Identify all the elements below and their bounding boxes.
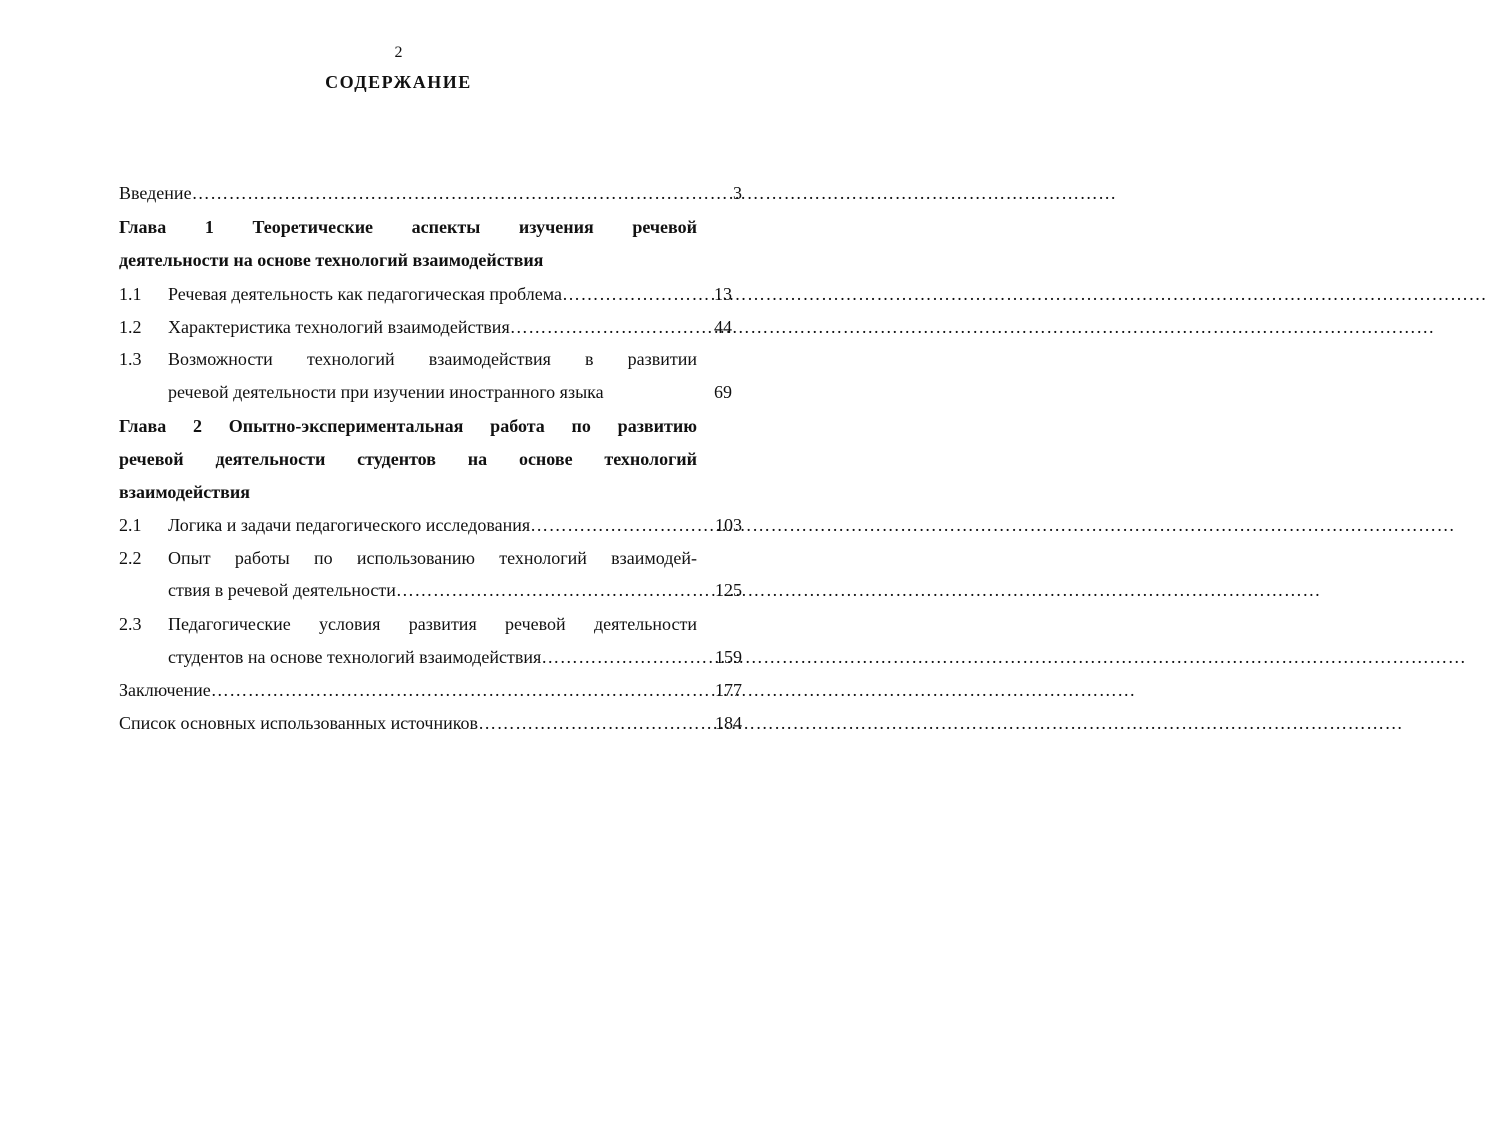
toc-entry-1-3-line2[interactable]: речевой деятельности при изучении иностранного языка xyxy=(168,382,604,402)
toc-entry-2-2-line1[interactable]: Опыт работы по использованию технологий взаимодей- xyxy=(168,548,697,568)
section-number: 2.3 xyxy=(119,614,142,634)
page-title: СОДЕРЖАНИЕ xyxy=(325,72,472,92)
section-number: 1.3 xyxy=(119,349,142,369)
chapter-2-title-line3[interactable]: взаимодействия xyxy=(119,482,250,502)
chapter-1-title-line2[interactable]: деятельности на основе технологий взаимодействия xyxy=(119,250,544,270)
section-number: 1.2 xyxy=(119,317,142,337)
chapter-2-title-line1[interactable]: Глава 2 Опытно-экспериментальная работа по развитию xyxy=(119,416,697,436)
toc-page-number: 13 xyxy=(714,284,732,304)
toc-entry-text: Заключение xyxy=(119,680,211,700)
toc-page-number: 159 xyxy=(715,647,742,667)
toc-entry-text: Введение xyxy=(119,183,192,203)
toc-page-number: 184 xyxy=(715,713,742,733)
dot-leader xyxy=(478,712,1403,734)
toc-page-number: 69 xyxy=(714,382,732,402)
toc-page-number: 3 xyxy=(733,183,742,203)
toc-page-number: 44 xyxy=(714,317,732,337)
dot-leader xyxy=(192,182,1117,204)
dot-leader xyxy=(211,679,1136,701)
toc-entry-2-1[interactable] xyxy=(168,514,697,536)
toc-entry-intro[interactable] xyxy=(119,182,697,204)
chapter-1-title-line1[interactable]: Глава 1 Теоретические аспекты изучения речевой xyxy=(119,217,697,237)
toc-entry-text: Список основных использованных источников xyxy=(119,713,479,733)
toc-entry-text: Речевая деятельность как педагогическая проблема xyxy=(168,284,562,304)
section-number: 2.2 xyxy=(119,548,142,568)
toc-entry-1-3-line1[interactable]: Возможности технологий взаимодействия в развитии xyxy=(168,349,697,369)
toc-entry-text: Характеристика технологий взаимодействия xyxy=(168,317,510,337)
toc-entry-1-2[interactable] xyxy=(168,316,697,338)
toc-entry-text: ствия в речевой деятельности xyxy=(168,580,396,600)
section-number: 2.1 xyxy=(119,515,142,535)
toc-entry-sources[interactable] xyxy=(119,712,697,734)
toc-entry-conclusion[interactable] xyxy=(119,679,697,701)
page-number: 2 xyxy=(394,44,403,61)
toc-entry-2-2-line2[interactable] xyxy=(168,579,697,601)
toc-page-number: 103 xyxy=(715,515,742,535)
dot-leader xyxy=(510,316,1435,338)
toc-page-number: 125 xyxy=(715,580,742,600)
toc-entry-text: Логика и задачи педагогического исследования xyxy=(168,515,531,535)
toc-entry-text: студентов на основе технологий взаимодействия xyxy=(168,647,542,667)
toc-entry-2-3-line1[interactable]: Педагогические условия развития речевой деятельности xyxy=(168,614,697,634)
toc-entry-1-1[interactable] xyxy=(168,283,697,305)
section-number: 1.1 xyxy=(119,284,142,304)
chapter-2-title-line2[interactable]: речевой деятельности студентов на основе технологий xyxy=(119,449,697,469)
dot-leader xyxy=(530,514,1455,536)
toc-page-number: 177 xyxy=(715,680,742,700)
dot-leader xyxy=(541,646,1466,668)
toc-entry-2-3-line2[interactable] xyxy=(168,646,697,668)
dot-leader xyxy=(396,579,1321,601)
